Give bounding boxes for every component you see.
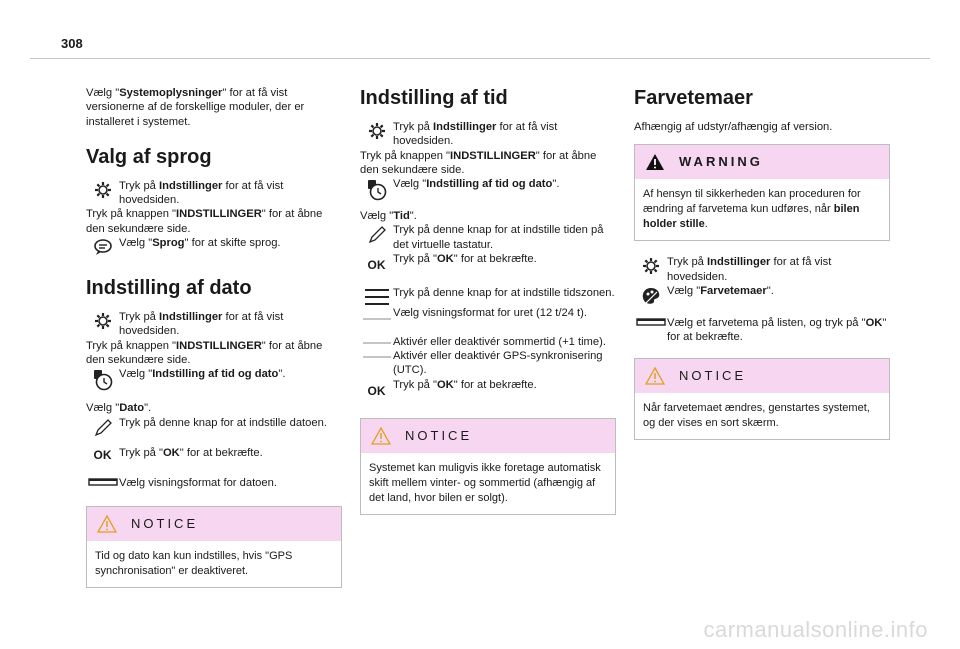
watermark: carmanualsonline.info bbox=[703, 617, 928, 642]
step-row: Tryk på Indstillinger for at få vist hovedsiden. bbox=[86, 310, 342, 339]
time-heading: Indstilling af tid bbox=[360, 87, 508, 109]
system-info-text: Vælg "Systemoplysninger" for at få vist versionerne af de forskellige moduler, der er installeret i systemet. bbox=[86, 87, 305, 128]
step-row: OK Tryk på "OK" for at bekræfte. bbox=[360, 378, 616, 398]
settings-gear-icon bbox=[94, 312, 112, 330]
color-themes-heading: Farvetemaer bbox=[634, 87, 753, 109]
color-themes-intro: Afhængig af udstyr/afhængig af version. bbox=[634, 121, 833, 133]
notice-title: NOTICE bbox=[679, 368, 747, 384]
daylight-switch-icon bbox=[362, 337, 392, 349]
notice-text: Når farvetemaet ændres, genstartes systemet, og der vises en sort skærm. bbox=[643, 402, 870, 430]
list-menu-icon bbox=[364, 288, 390, 306]
ok-icon: OK bbox=[367, 383, 386, 398]
step-row: Vælg "Indstilling af tid og dato". bbox=[86, 367, 342, 391]
notice-title: NOTICE bbox=[405, 427, 473, 443]
pencil-icon bbox=[367, 225, 387, 245]
step-row: Tryk på Indstillinger for at få vist hovedsiden. bbox=[360, 120, 616, 149]
step-row: Tryk på denne knap for at indstille tidszonen. bbox=[360, 286, 616, 306]
warning-box bbox=[634, 144, 890, 241]
step-row: Tryk på denne knap for at indstille tiden på det virtuelle tastatur. bbox=[360, 223, 616, 252]
paint-palette-icon bbox=[641, 286, 661, 306]
page-number: 308 bbox=[61, 36, 83, 51]
step-row: OK Tryk på "OK" for at bekræfte. bbox=[360, 252, 616, 272]
step-row: Vælg visningsformat for datoen. bbox=[86, 476, 342, 490]
gps-sync-switch-icon bbox=[362, 351, 392, 363]
step-row: Vælg "Indstilling af tid og dato". bbox=[360, 177, 616, 201]
notice-box bbox=[634, 358, 890, 440]
step-row: Vælg "Sprog" for at skifte sprog. bbox=[86, 236, 342, 256]
ok-icon: OK bbox=[93, 447, 112, 462]
step-text: Vælg "Dato". bbox=[86, 402, 152, 415]
clock-calendar-icon bbox=[93, 369, 113, 391]
step-row: OK Tryk på "OK" for at bekræfte. bbox=[86, 446, 342, 462]
notice-box bbox=[86, 506, 342, 588]
step-row: Vælg "Farvetemaer". bbox=[634, 284, 890, 306]
step-text: Vælg "Tid". bbox=[360, 210, 417, 223]
notice-text: Systemet kan muligvis ikke foretage automatisk skift mellem vinter- og sommertid (afhængig af det land, hvor bilen er solgt). bbox=[369, 461, 601, 504]
warning-triangle-icon bbox=[97, 515, 117, 533]
theme-list-icon bbox=[636, 318, 666, 326]
header-divider bbox=[30, 58, 930, 59]
settings-gear-icon bbox=[94, 181, 112, 199]
warning-triangle-icon bbox=[645, 153, 665, 171]
column-1 bbox=[86, 86, 342, 588]
settings-gear-icon bbox=[642, 257, 660, 275]
format-toggle-icon bbox=[88, 478, 118, 486]
step-row: Aktivér eller deaktivér GPS-synkronisering (UTC). bbox=[360, 349, 616, 378]
step-row: Vælg visningsformat for uret (12 t/24 t). bbox=[360, 306, 616, 320]
step-text: Tryk på knappen "INDSTILLINGER" for at åbne den sekundære side. bbox=[86, 208, 323, 235]
step-row: Tryk på denne knap for at indstille datoen. bbox=[86, 416, 342, 438]
format-switch-icon bbox=[362, 308, 392, 320]
pencil-icon bbox=[93, 418, 113, 438]
column-3 bbox=[634, 86, 890, 440]
warning-title: WARNING bbox=[679, 154, 763, 170]
settings-gear-icon bbox=[368, 122, 386, 140]
language-heading: Valg af sprog bbox=[86, 145, 212, 168]
step-text: Tryk på knappen "INDSTILLINGER" for at åbne den sekundære side. bbox=[360, 149, 597, 176]
column-2 bbox=[360, 86, 616, 515]
notice-box bbox=[360, 418, 616, 515]
step-row: Vælg et farvetema på listen, og tryk på "OK" for at bekræfte. bbox=[634, 316, 890, 345]
step-row: Aktivér eller deaktivér sommertid (+1 time). bbox=[360, 335, 616, 349]
step-text: Tryk på knappen "INDSTILLINGER" for at åbne den sekundære side. bbox=[86, 339, 323, 366]
warning-text: Af hensyn til sikkerheden kan proceduren for ændring af farvetema kun udføres, når bilen holder stille. bbox=[643, 188, 861, 231]
warning-triangle-icon bbox=[371, 427, 391, 445]
step-row: Tryk på Indstillinger for at få vist hovedsiden. bbox=[86, 179, 342, 208]
warning-triangle-icon bbox=[645, 367, 665, 385]
language-speech-icon bbox=[93, 238, 113, 256]
clock-calendar-icon bbox=[367, 179, 387, 201]
ok-icon: OK bbox=[367, 258, 386, 273]
notice-text: Tid og dato kan kun indstilles, hvis "GPS synchronisation" er deaktiveret. bbox=[95, 550, 293, 578]
notice-title: NOTICE bbox=[131, 516, 199, 531]
step-row: Tryk på Indstillinger for at få vist hovedsiden. bbox=[634, 255, 890, 284]
date-heading: Indstilling af dato bbox=[86, 277, 252, 300]
